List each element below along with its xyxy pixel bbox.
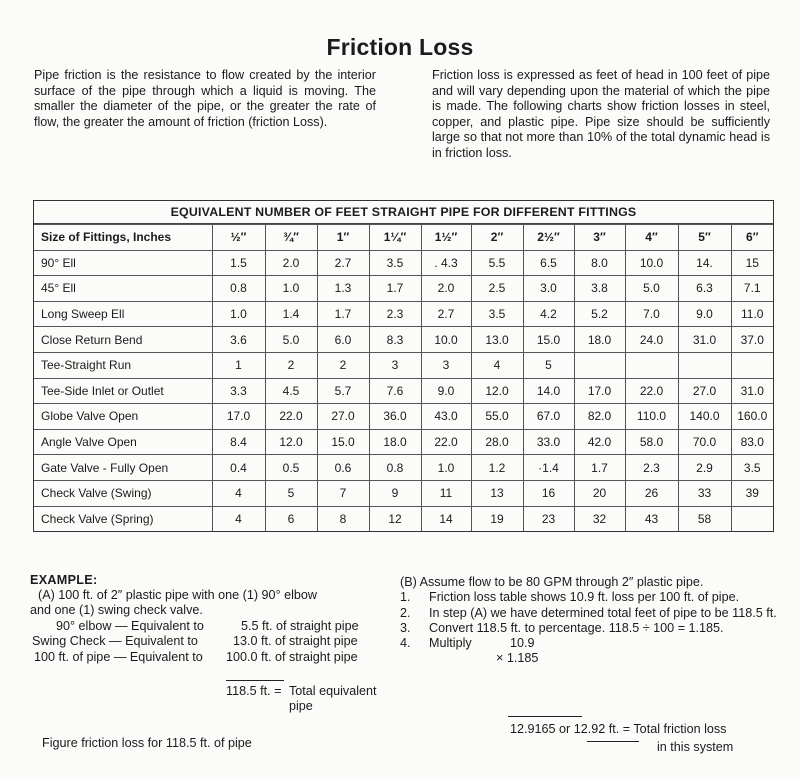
table-cell: 36.0 — [369, 404, 421, 430]
table-cell: 5 — [265, 480, 317, 506]
table-cell — [678, 352, 731, 378]
table-cell: 27.0 — [317, 404, 369, 430]
size-header: 3″ — [574, 225, 625, 251]
table-cell: 1.0 — [265, 276, 317, 302]
table-row — [34, 480, 773, 506]
size-header: 1½″ — [421, 225, 471, 251]
table-cell: ·1.4 — [523, 455, 574, 481]
table-cell: 2 — [265, 352, 317, 378]
table-cell: 26 — [625, 480, 678, 506]
table-cell: 83.0 — [731, 429, 773, 455]
table-cell: 5.5 — [471, 250, 523, 276]
table-cell: 2.9 — [678, 455, 731, 481]
table-row — [34, 455, 773, 481]
table-cell: 1.2 — [471, 455, 523, 481]
example-a-line-2: and one (1) swing check valve. — [30, 603, 203, 618]
figure-friction-line: Figure friction loss for 118.5 ft. of pipe — [42, 736, 252, 750]
fitting-name: Close Return Bend — [34, 327, 212, 353]
example-b-line: (B) Assume flow to be 80 GPM through 2″ plastic pipe. — [400, 575, 704, 589]
fitting-name: Long Sweep Ell — [34, 301, 212, 327]
table-cell: 20 — [574, 480, 625, 506]
table-cell: 1.7 — [317, 301, 369, 327]
table-cell: 10.0 — [421, 327, 471, 353]
table-cell: 13.0 — [471, 327, 523, 353]
table-row — [34, 276, 773, 302]
table-cell: 5.7 — [317, 378, 369, 404]
table-cell: 2.3 — [369, 301, 421, 327]
table-cell: 7.1 — [731, 276, 773, 302]
example-part-a — [30, 573, 390, 665]
table-cell: 33 — [678, 480, 731, 506]
table-row — [34, 429, 773, 455]
step-number: 4. — [400, 636, 411, 651]
table-cell: 6 — [265, 506, 317, 531]
table-cell: 8.0 — [574, 250, 625, 276]
table-cell: 4 — [212, 480, 265, 506]
table-title: EQUIVALENT NUMBER OF FEET STRAIGHT PIPE FOR DIFFERENT FITTINGS — [34, 201, 773, 224]
example-a-line-1: (A) 100 ft. of 2″ plastic pipe with one (1) 90° elbow — [38, 588, 318, 602]
result-value: 12.92 ft. = — [573, 722, 631, 736]
table-cell: 12.0 — [471, 378, 523, 404]
table-cell: 23 — [523, 506, 574, 531]
fitting-name: Tee-Side Inlet or Outlet — [34, 378, 212, 404]
table-cell: 15 — [731, 250, 773, 276]
multiplier-row — [400, 651, 780, 666]
fitting-name: Gate Valve - Fully Open — [34, 455, 212, 481]
table-cell: 24.0 — [625, 327, 678, 353]
table-cell: 13 — [471, 480, 523, 506]
example-part-b — [400, 575, 780, 666]
example-step — [400, 606, 780, 621]
table-cell: 31.0 — [678, 327, 731, 353]
result-label-2: in this system — [657, 740, 734, 754]
size-header: 6″ — [731, 225, 773, 251]
size-header: ¾″ — [265, 225, 317, 251]
table-cell — [574, 352, 625, 378]
table-cell: 43 — [625, 506, 678, 531]
table-cell: 11.0 — [731, 301, 773, 327]
table-cell: 2.5 — [471, 276, 523, 302]
table-cell: 17.0 — [212, 404, 265, 430]
table-cell: 1.0 — [212, 301, 265, 327]
table-cell: 32 — [574, 506, 625, 531]
table-cell: 67.0 — [523, 404, 574, 430]
step-text: Friction loss table shows 10.9 ft. loss per 100 ft. of pipe. — [429, 590, 740, 605]
table-cell: 18.0 — [369, 429, 421, 455]
table-cell: 3.0 — [523, 276, 574, 302]
table-cell: 42.0 — [574, 429, 625, 455]
table-cell: 8.3 — [369, 327, 421, 353]
fitting-name: 45° Ell — [34, 276, 212, 302]
size-header: 1¼″ — [369, 225, 421, 251]
total-value: 118.5 ft. = — [226, 684, 282, 698]
size-header: 4″ — [625, 225, 678, 251]
result-underline — [587, 741, 639, 742]
equivalent-value: 100.0 ft. of straight pipe — [226, 649, 358, 664]
table-cell: 22.0 — [265, 404, 317, 430]
example-step — [400, 621, 780, 636]
table-cell: 1 — [212, 352, 265, 378]
table-cell: 0.6 — [317, 455, 369, 481]
table-cell: 14. — [678, 250, 731, 276]
table-row — [34, 327, 773, 353]
size-header: 2½″ — [523, 225, 574, 251]
fittings-table — [33, 200, 774, 532]
table-cell: 28.0 — [471, 429, 523, 455]
table-cell: 4.2 — [523, 301, 574, 327]
fitting-name: Check Valve (Spring) — [34, 506, 212, 531]
table-cell: 7 — [317, 480, 369, 506]
multiplier: × 1.185 — [496, 651, 539, 666]
table-cell: 140.0 — [678, 404, 731, 430]
example-step — [400, 636, 780, 651]
table-cell: 2 — [317, 352, 369, 378]
example-title: EXAMPLE: — [30, 573, 98, 587]
equivalent-value: 13.0 ft. of straight pipe — [233, 634, 358, 649]
equivalent-value: 5.5 ft. of straight pipe — [241, 618, 359, 633]
table-cell: 14.0 — [523, 378, 574, 404]
fitting-name: Tee-Straight Run — [34, 352, 212, 378]
table-cell: 1.3 — [317, 276, 369, 302]
sum-divider — [226, 680, 284, 681]
table-cell: 8 — [317, 506, 369, 531]
table-cell: 6.0 — [317, 327, 369, 353]
table-cell: 22.0 — [421, 429, 471, 455]
table-cell: 8.4 — [212, 429, 265, 455]
table-cell: 3.5 — [471, 301, 523, 327]
table-cell: 1.5 — [212, 250, 265, 276]
table-cell: 22.0 — [625, 378, 678, 404]
table-cell: 0.5 — [265, 455, 317, 481]
table-cell: 3.8 — [574, 276, 625, 302]
table-cell: 2.7 — [421, 301, 471, 327]
table-cell: 16 — [523, 480, 574, 506]
table-cell: 3 — [369, 352, 421, 378]
table-cell: 37.0 — [731, 327, 773, 353]
table-cell: 0.8 — [369, 455, 421, 481]
table-cell — [625, 352, 678, 378]
table-cell: 4 — [471, 352, 523, 378]
table-cell: 70.0 — [678, 429, 731, 455]
step-number: 3. — [400, 620, 411, 635]
table-cell: 17.0 — [574, 378, 625, 404]
table-cell: 82.0 — [574, 404, 625, 430]
table-cell: 3.5 — [369, 250, 421, 276]
table-cell: 3.5 — [731, 455, 773, 481]
table-cell: 7.0 — [625, 301, 678, 327]
table-row — [34, 250, 773, 276]
table-cell: 2.0 — [421, 276, 471, 302]
table-cell: 4.5 — [265, 378, 317, 404]
table-row — [34, 506, 773, 531]
table-cell: 58 — [678, 506, 731, 531]
table-cell: 1.4 — [265, 301, 317, 327]
table-row — [34, 404, 773, 430]
table-cell: 18.0 — [574, 327, 625, 353]
table-cell: 15.0 — [523, 327, 574, 353]
table-cell: 12.0 — [265, 429, 317, 455]
table-cell: . 4.3 — [421, 250, 471, 276]
table-cell: 4 — [212, 506, 265, 531]
result-label: Total friction loss — [633, 722, 727, 736]
table-cell: 14 — [421, 506, 471, 531]
table-cell: 5 — [523, 352, 574, 378]
table-cell — [731, 352, 773, 378]
intro-right-paragraph: Friction loss is expressed as feet of head in 100 feet of pipe and will vary depending upon the material of which the pipe is made. The following charts show friction losses in steel, copper, and plastic pipe. Pipe size should be sufficiently large so that not more than 10% of the total dynamic head is in friction loss. — [432, 68, 770, 160]
table-cell: 27.0 — [678, 378, 731, 404]
table-cell: 11 — [421, 480, 471, 506]
fitting-name: 90° Ell — [34, 250, 212, 276]
equivalent-label: 90° elbow — Equivalent to — [56, 618, 204, 633]
table-cell: 43.0 — [421, 404, 471, 430]
table-cell: 160.0 — [731, 404, 773, 430]
step-number: 2. — [400, 605, 411, 620]
fitting-name: Angle Valve Open — [34, 429, 212, 455]
step-text: Multiply — [429, 636, 472, 651]
table-cell: 6.5 — [523, 250, 574, 276]
table-cell: 3.3 — [212, 378, 265, 404]
total-label: Total equivalent pipe — [289, 684, 377, 714]
table-cell: 9 — [369, 480, 421, 506]
table-cell: 5.0 — [265, 327, 317, 353]
table-cell: 1.0 — [421, 455, 471, 481]
table-cell: 12 — [369, 506, 421, 531]
table-cell: 9.0 — [678, 301, 731, 327]
equivalent-row — [30, 634, 390, 649]
step-number: 1. — [400, 590, 411, 605]
table-cell: 15.0 — [317, 429, 369, 455]
table-cell: 3.6 — [212, 327, 265, 353]
intro-left-paragraph: Pipe friction is the resistance to flow created by the interior surface of the pipe through which a liquid is moving. The smaller the diameter of the pipe, or the greater the rate of flow, the greater the amount of friction (friction Loss). — [34, 68, 376, 129]
multiplicand: 10.9 — [510, 636, 535, 651]
table-cell: 1.7 — [574, 455, 625, 481]
table-cell: 31.0 — [731, 378, 773, 404]
table-cell: 110.0 — [625, 404, 678, 430]
size-header: ½″ — [212, 225, 265, 251]
equivalent-label: 100 ft. of pipe — Equivalent to — [34, 649, 203, 664]
equivalent-row — [30, 650, 390, 665]
table-cell: 55.0 — [471, 404, 523, 430]
table-row — [34, 301, 773, 327]
equivalent-label: Swing Check — Equivalent to — [32, 634, 198, 649]
page-title: Friction Loss — [326, 34, 474, 60]
table-cell: 2.3 — [625, 455, 678, 481]
table-cell: 3 — [421, 352, 471, 378]
table-cell: 6.3 — [678, 276, 731, 302]
table-cell: 0.8 — [212, 276, 265, 302]
table-header-label: Size of Fittings, Inches — [34, 225, 212, 251]
table-cell: 33.0 — [523, 429, 574, 455]
table-row — [34, 352, 773, 378]
example-step — [400, 590, 780, 605]
table-cell: 10.0 — [625, 250, 678, 276]
total-equivalent — [226, 684, 377, 714]
table-cell: 9.0 — [421, 378, 471, 404]
table-cell: 2.0 — [265, 250, 317, 276]
table-header-row — [34, 225, 773, 251]
table-cell: 0.4 — [212, 455, 265, 481]
step-text: Convert 118.5 ft. to percentage. 118.5 ÷ 100 = 1.185. — [429, 620, 724, 635]
multiply-divider — [508, 716, 582, 717]
size-header: 5″ — [678, 225, 731, 251]
table-cell: 5.0 — [625, 276, 678, 302]
table-cell: 58.0 — [625, 429, 678, 455]
table-cell — [731, 506, 773, 531]
equivalent-row — [30, 619, 390, 634]
step-text: In step (A) we have determined total feet of pipe to be 118.5 ft. — [429, 605, 777, 620]
table-cell: 39 — [731, 480, 773, 506]
table-cell: 5.2 — [574, 301, 625, 327]
fitting-name: Check Valve (Swing) — [34, 480, 212, 506]
result-prefix: 12.9165 or — [510, 722, 571, 736]
table-cell: 7.6 — [369, 378, 421, 404]
size-header: 1″ — [317, 225, 369, 251]
size-header: 2″ — [471, 225, 523, 251]
table-cell: 1.7 — [369, 276, 421, 302]
fitting-name: Globe Valve Open — [34, 404, 212, 430]
table-row — [34, 378, 773, 404]
table-cell: 19 — [471, 506, 523, 531]
result-row — [510, 722, 726, 737]
table-cell: 2.7 — [317, 250, 369, 276]
